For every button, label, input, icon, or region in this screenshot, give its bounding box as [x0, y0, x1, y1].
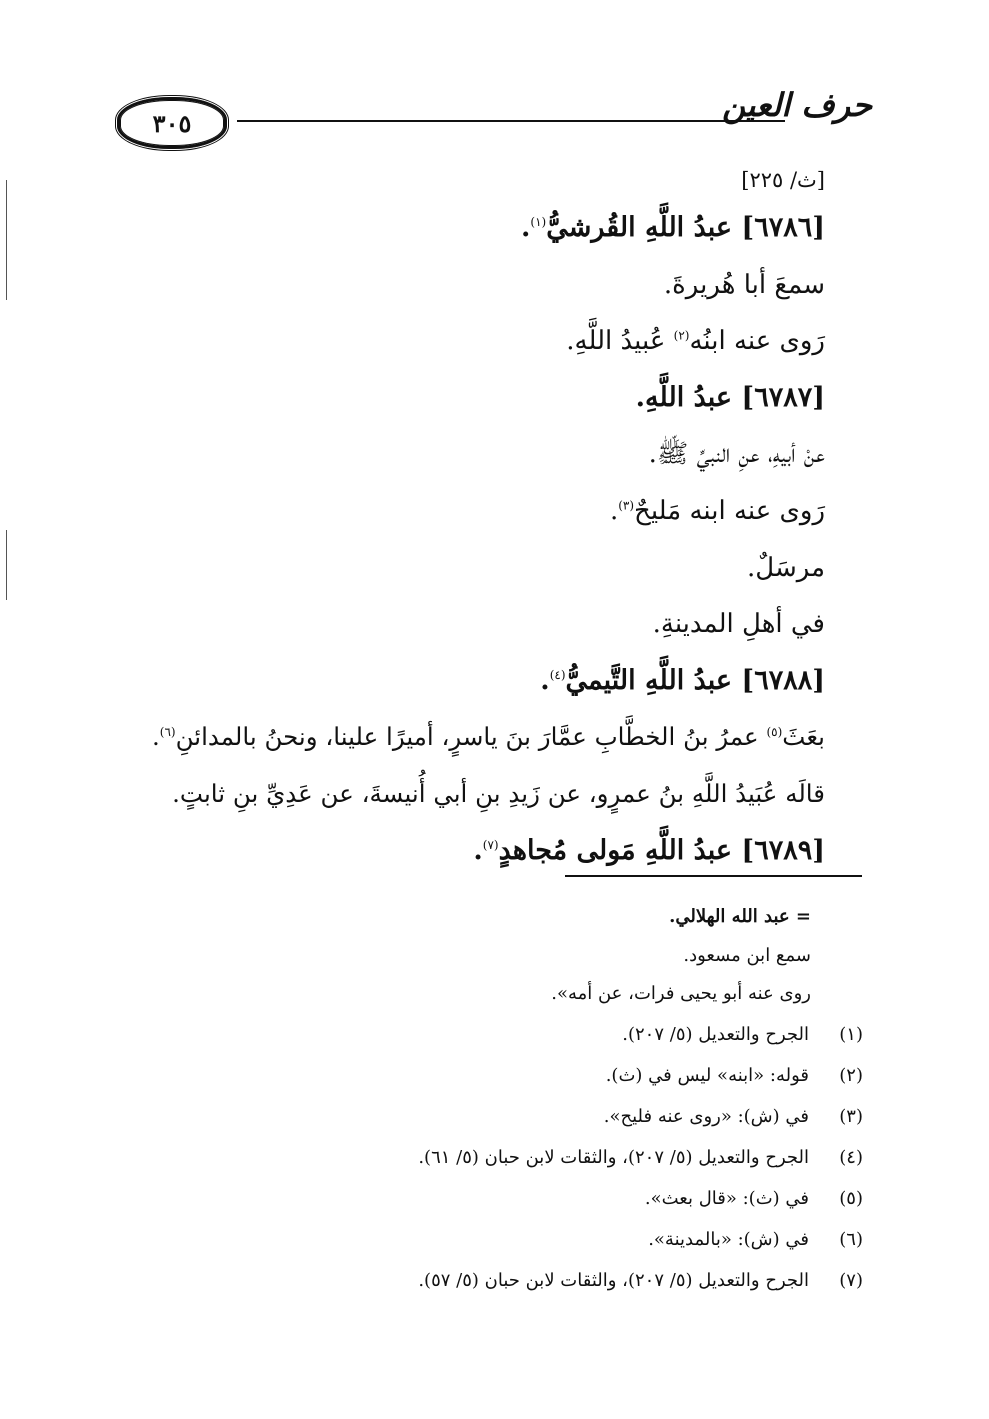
footnote — [300, 1096, 863, 1137]
footnote-number: (٢) — [839, 1064, 863, 1086]
page-header — [112, 82, 872, 152]
footnote-text: قوله: «ابنه» ليس في (ث). — [605, 1064, 809, 1086]
text-line: رَوى عنه ابنُه$^{(٢)}$ عُبيدُ اللَّهِ. — [566, 326, 825, 357]
entry-heading: [٦٧٨٨] عبدُ اللَّهِ التَّيميُّ$^{(٤)}$. — [540, 664, 825, 696]
footnote-ref[interactable]: (٣) — [618, 498, 635, 513]
footnote-text: في (ش): «روى عنه فليح». — [603, 1105, 809, 1127]
footnote-continuation: روى عنه أبو يحيى فرات، عن أمه». — [551, 983, 811, 1004]
footnote — [300, 1137, 863, 1178]
footnote-number: (٣) — [839, 1105, 863, 1127]
footnote-ref[interactable]: (٧) — [482, 837, 499, 852]
text-line: مرسَلٌ. — [746, 552, 825, 583]
footnote-ref[interactable]: (٦) — [159, 725, 176, 740]
footnote — [300, 1260, 863, 1301]
footnote-continuation: سمع ابن مسعود. — [683, 944, 811, 966]
manuscript-reference: [ث/ ٢٢٥] — [741, 168, 825, 192]
footnote — [300, 1178, 863, 1219]
footnote-ref[interactable]: (٤) — [549, 667, 566, 682]
entry-heading: [٦٧٨٦] عبدُ اللَّهِ القُرشيُّ$^{(١)}$. — [521, 212, 825, 243]
header-rule — [237, 120, 785, 122]
entry-heading: [٦٧٨٩] عبدُ اللَّهِ مَولى مُجاهدٍ$^{(٧)}$. — [473, 834, 825, 866]
footnote-number: (٦) — [839, 1228, 863, 1250]
footnote-text: في (ش): «بالمدينة». — [648, 1228, 809, 1250]
footnote-number: (٥) — [839, 1187, 863, 1209]
footnote — [300, 1219, 863, 1260]
text-line: قالَه عُبَيدُ اللَّهِ بنُ عمرٍو، عن زَيدِ بنِ أبي أُنيسةَ، عن عَدِيِّ بنِ ثابتٍ. — [172, 778, 825, 808]
text-line: بعَثَ$^{(٥)}$ عمرُ بنُ الخطَّابِ عمَّارَ بنَ ياسرٍ، أميرًا علينا، ونحنُ بالمدائنِ$^{(٦)}$. — [151, 722, 825, 752]
footnote-text: الجرح والتعديل (٥/ ٢٠٧). — [622, 1023, 809, 1045]
footnote — [300, 1014, 863, 1055]
footnote-ref[interactable]: (٢) — [673, 328, 690, 343]
margin-mark — [6, 530, 7, 600]
footnote-number: (٧) — [839, 1269, 863, 1291]
footnotes — [300, 898, 863, 1301]
footnote — [300, 1055, 863, 1096]
text-line: سمعَ أبا هُريرةَ. — [663, 269, 825, 300]
footnote-number: (٤) — [839, 1146, 863, 1168]
margin-mark — [6, 180, 7, 300]
footnote-text: في (ث): «قال بعث». — [644, 1187, 809, 1209]
entry-heading: [٦٧٨٧] عبدُ اللَّهِ. — [635, 381, 825, 413]
page-number: ٣٠٥ — [117, 97, 227, 149]
footnote-number: (١) — [839, 1023, 863, 1045]
footnote-continuation: = عبد الله الهلالي. — [669, 906, 811, 927]
text-line: في أهلِ المدينةِ. — [652, 609, 825, 640]
footnote-text: الجرح والتعديل (٥/ ٢٠٧)، والثقات لابن حبان (٥/ ٦١). — [418, 1146, 809, 1168]
footnote-separator — [565, 875, 862, 877]
text-line: عنْ أبيهِ، عنِ النبيِّ ﷺ. — [648, 439, 825, 470]
footnote-ref[interactable]: (١) — [530, 215, 547, 229]
chapter-title: حرف العين — [722, 86, 872, 124]
text-line: رَوى عنه ابنه مَليحٌ$^{(٣)}$. — [609, 495, 825, 526]
footnote-text: الجرح والتعديل (٥/ ٢٠٧)، والثقات لابن حبان (٥/ ٥٧). — [418, 1269, 809, 1291]
footnote-ref[interactable]: (٥) — [766, 725, 783, 740]
main-text — [140, 160, 825, 879]
